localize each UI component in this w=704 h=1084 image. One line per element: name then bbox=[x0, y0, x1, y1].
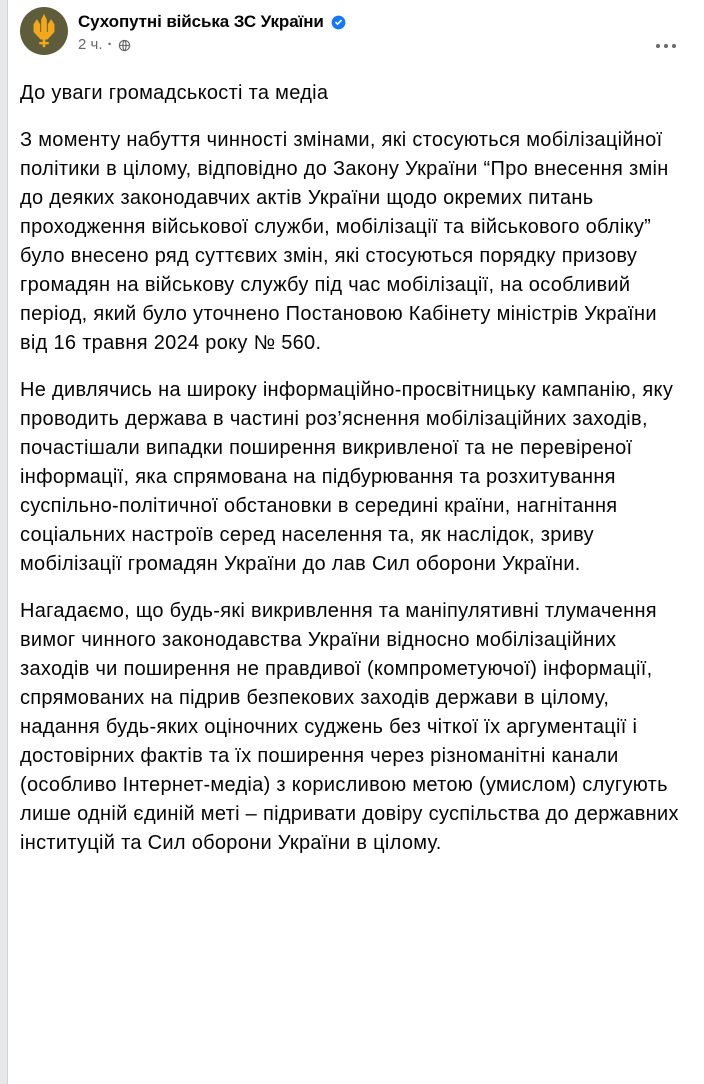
ellipsis-icon bbox=[655, 43, 677, 49]
post-paragraph: З моменту набуття чинності змінами, які стосуються мобілізаційної політики в цілому, відповідно до Закону України “Про внесення змін до деяких законодавчих актів України щодо окремих питань проходження військової служби, мобілізації та військового обліку” було внесено ряд суттєвих змін, які стосуються порядку призову громадян на військову службу під час мобілізації, на особливий період, який було уточнено Постановою Кабінету міністрів України від 16 травня 2024 року № 560. bbox=[20, 129, 669, 354]
post-card bbox=[7, 0, 704, 1084]
post-meta-row bbox=[78, 36, 346, 53]
meta-separator: · bbox=[107, 36, 113, 53]
more-options-button[interactable] bbox=[650, 30, 682, 62]
timestamp[interactable]: 2 ч. bbox=[78, 36, 103, 53]
post-paragraph: До уваги громадськості та медіа bbox=[20, 82, 329, 104]
page-avatar[interactable] bbox=[20, 7, 68, 55]
page-name-link[interactable]: Сухопутні війська ЗС України bbox=[78, 12, 324, 31]
post-paragraph: Не дивлячись на широку інформаційно-просвітницьку кампанію, яку проводить держава в частині роз’яснення мобілізаційних заходів, почастішали випадки поширення викривленої та не перевіреної інформації, яка спрямована на підбурювання та розхитування суспільно-політичної обстановки в середині країни, нагнітання соціальних настроїв серед населення та, як наслідок, зриву мобілізації громадян України до лав Сил оборони України. bbox=[20, 379, 674, 575]
post-header bbox=[20, 7, 684, 55]
globe-icon bbox=[118, 39, 131, 52]
post-body bbox=[20, 79, 684, 858]
verified-badge-icon bbox=[331, 15, 346, 30]
post-paragraph: Нагадаємо, що будь-які викривлення та маніпулятивні тлумачення вимог чинного законодавства України відносно мобілізаційних заходів чи поширення не правдивої (компрометуючої) інформації, спрямованих на підрив безпекових заходів держави в цілому, надання будь-яких оціночних суджень без чіткої їх аргументації і достовірних фактів та їх поширення через різноманітні канали (особливо Інтернет-медіа) з корисливою метою (умислом) слугують лише одній єдиній меті – підривати довіру суспільства до державних інституцій та Сил оборони України в цілому. bbox=[20, 600, 679, 854]
name-row bbox=[78, 12, 346, 32]
trident-icon bbox=[27, 12, 61, 50]
header-meta bbox=[78, 7, 346, 53]
